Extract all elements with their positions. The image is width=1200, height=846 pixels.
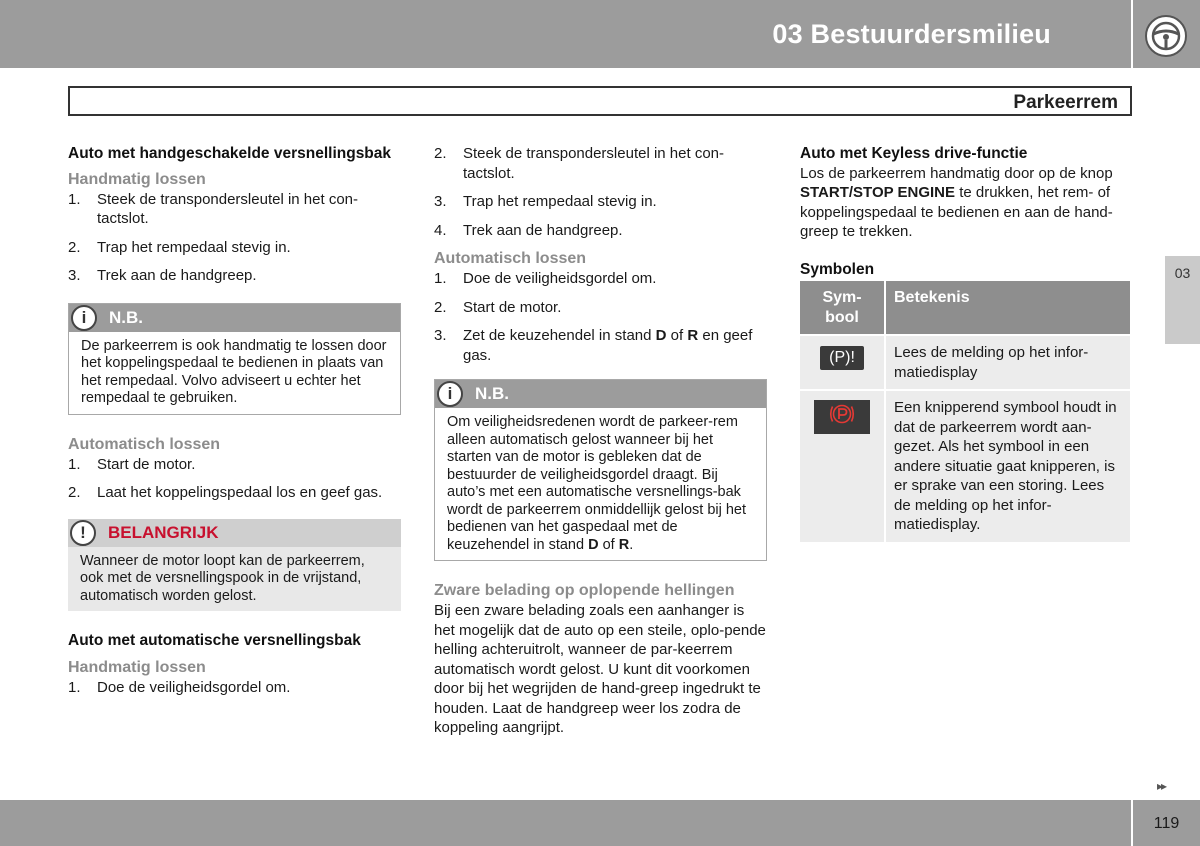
steps-continued — [434, 144, 767, 240]
warning-icon: ! — [70, 520, 96, 546]
heading-manual-car: Auto met handgeschakelde versnellingsbak — [68, 145, 392, 162]
subheading-manual-release: Handmatig lossen — [68, 170, 206, 188]
heading-keyless: Auto met Keyless drive-functie — [800, 145, 1028, 162]
header-icon-box — [1133, 0, 1200, 68]
list-item: 1. Steek de transpondersleutel in het con-tactslot. — [68, 190, 358, 227]
heading-automatic-car: Auto met automatische versnellingsbak — [68, 632, 361, 649]
list-item: 2. Laat het koppelingspedaal los en geef gas. — [68, 484, 383, 501]
list-item: 1. Doe de veiligheidsgordel om. — [68, 678, 291, 696]
note-label: N.B. — [109, 307, 143, 327]
important-box — [68, 519, 401, 612]
subheading-heavy-load: Zware belading op oplopende hellingen — [434, 582, 735, 599]
next-page-arrows-icon: ▸▸ — [1157, 779, 1166, 793]
chapter-title: 03 Bestuurdersmilieu — [772, 19, 1051, 49]
parking-brake-text-symbol: (P)! — [820, 346, 864, 370]
subheading-auto-release: Automatisch lossen — [434, 250, 587, 267]
info-icon: i — [71, 305, 97, 331]
header-bar — [0, 0, 1131, 68]
heavy-load-text: Bij een zware belading zoals een aanhanger is het mogelijk dat de auto op een steile, oplo-pende helling achteruitrolt, wanneer de par-keerrem automatisch wordt gelost. U kunt dit voorkomen door bij het wegrijden de hand-greep ingedrukt te houden. Laat de handgreep weer los zodra de koppeling aangrijpt. — [434, 602, 766, 736]
note-header — [435, 380, 766, 408]
auto-release-steps — [68, 455, 401, 503]
column-1 — [68, 144, 401, 706]
subheading-manual-release-2: Handmatig lossen — [68, 658, 206, 676]
list-item: 4. Trek aan de handgreep. — [434, 221, 623, 239]
symbols-table — [798, 279, 1132, 544]
info-icon: i — [437, 381, 463, 407]
table-row — [800, 391, 1130, 542]
footer-bar — [0, 800, 1131, 846]
column-header-meaning: Betekenis — [886, 281, 1130, 334]
list-item: 1. Start de motor. — [68, 455, 196, 473]
heading-symbols: Symbolen — [800, 260, 875, 278]
symbol-cell — [800, 391, 884, 542]
note-label: N.B. — [475, 384, 509, 404]
note-text: Om veiligheidsredenen wordt de parkeer-rem alleen automatisch gelost wanneer bij het starten van de motor is gebleken dat de bestuurder de veiligheidsgordel draagt. Bij auto’s met een automatische versnellings-bak wordt de parkeerrem onmiddellijk gelost bij het bedienen van het gaspedaal met de keuzehendel in stand D of R. — [447, 414, 747, 553]
note-box — [68, 303, 401, 415]
list-item: 2. Steek de transpondersleutel in het con-tactslot. — [434, 145, 724, 182]
keyless-text: Los de parkeerrem handmatig door op de knop START/STOP ENGINE te drukken, het rem- of koppelingspedaal te bedienen en aan de hand-greep te trekken. — [800, 164, 1113, 240]
note-text: De parkeerrem is ook handmatig te lossen door het koppelingspedaal te bedienen in plaats van het rempedaal. Volvo adviseert u echter het rempedaal te gebruiken. — [81, 337, 387, 406]
meaning-cell: Een knipperend symbool houdt in dat de parkeerrem wordt aan-gezet. Als het symbool in een andere situatie gaat knipperen, is er sprake van een storing. Lees de melding op het infor-matiedisplay. — [886, 391, 1130, 542]
table-header-row — [800, 281, 1130, 334]
list-item: 1. Doe de veiligheidsgordel om. — [434, 270, 657, 287]
steering-wheel-icon — [1144, 14, 1188, 58]
list-item: 2. Trap het rempedaal stevig in. — [68, 238, 291, 256]
important-text: Wanneer de motor loopt kan de parkeerrem, ook met de versnellingspook in de vrijstand, automatisch worden gelost. — [68, 547, 401, 612]
list-item: 3. Trek aan de handgreep. — [68, 267, 257, 284]
parking-brake-warning-icon — [814, 400, 870, 434]
column-3 — [800, 144, 1132, 544]
chapter-side-tab: 03 — [1165, 256, 1200, 344]
list-item: 2. Start de motor. — [434, 298, 562, 316]
note-header — [69, 304, 400, 332]
table-row — [800, 336, 1130, 389]
page-number: 119 — [1153, 815, 1180, 832]
column-2 — [434, 144, 767, 738]
column-header-symbol: Sym-bool — [800, 281, 884, 334]
section-bar — [68, 86, 1132, 116]
page-number-box — [1133, 800, 1200, 846]
important-header — [68, 519, 401, 547]
subheading-auto-release: Automatisch lossen — [68, 435, 221, 453]
manual-release-steps — [68, 190, 401, 286]
important-label: BELANGRIJK — [108, 522, 219, 542]
note-box — [434, 379, 767, 561]
section-title: Parkeerrem — [1013, 92, 1118, 113]
list-item: 3. Zet de keuzehendel in stand D of R en geef gas. — [434, 327, 753, 364]
symbol-cell — [800, 336, 884, 389]
list-item: 3. Trap het rempedaal stevig in. — [434, 193, 657, 210]
manual-release-2-steps — [68, 678, 401, 698]
auto-release-steps — [434, 269, 767, 365]
meaning-cell: Lees de melding op het infor-matiedisplay — [886, 336, 1130, 389]
